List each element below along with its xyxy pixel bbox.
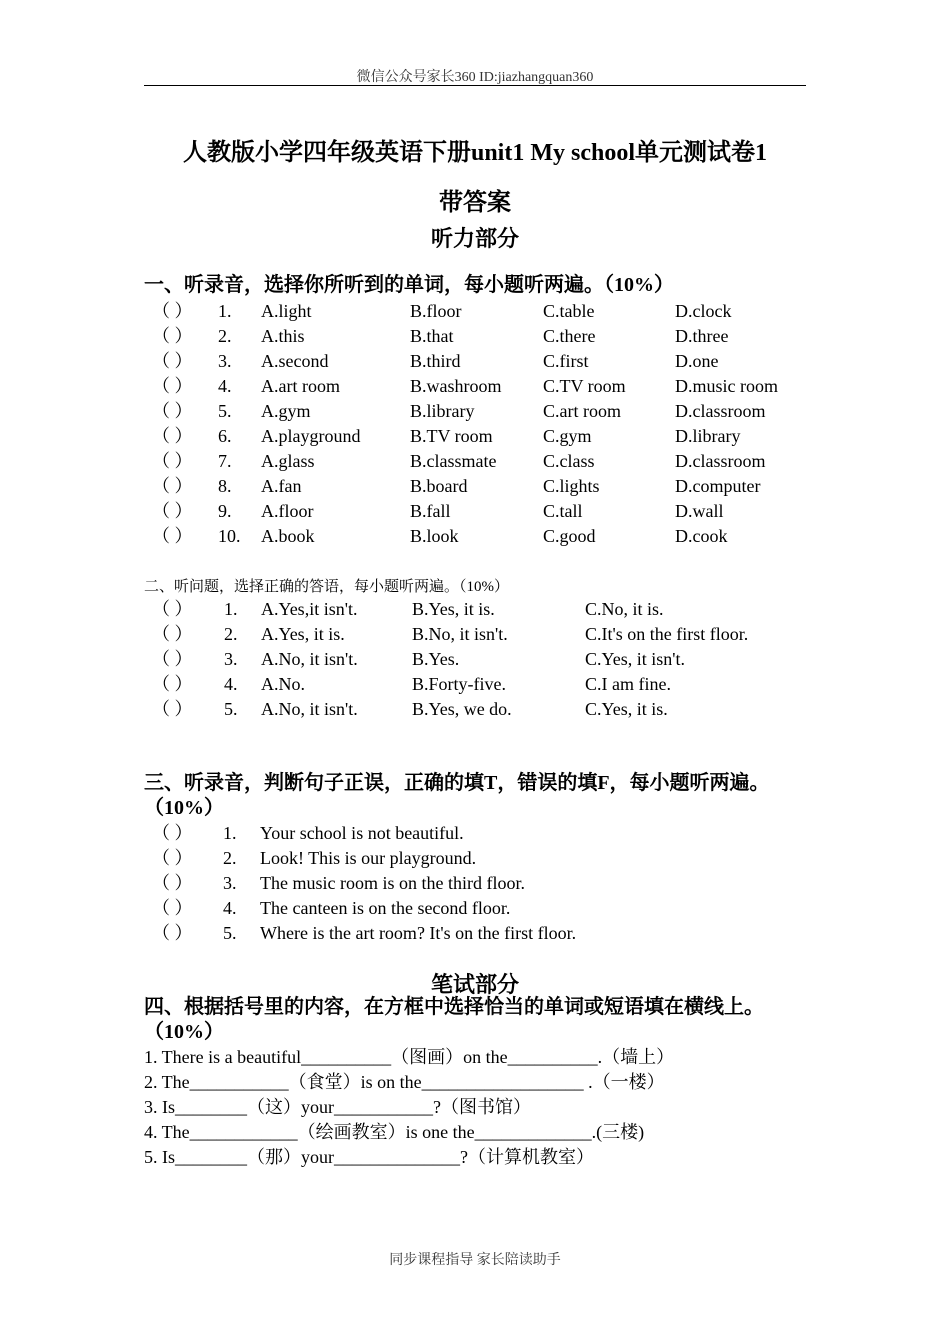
section3-heading-line2: （10%） [144, 797, 224, 819]
fill-in-item: 1. There is a beautiful__________（图画）on the__________.（墙上） [144, 1047, 675, 1067]
option-a: A.book [261, 526, 315, 546]
option-b: B.board [410, 476, 468, 496]
list-item [144, 821, 844, 846]
answer-paren: （ ） [152, 649, 193, 669]
answer-paren: （ ） [152, 599, 193, 619]
answer-paren: （ ） [152, 923, 193, 943]
option-c: C.art room [543, 401, 621, 421]
option-c: C.I am fine. [585, 674, 671, 694]
list-item [144, 324, 844, 349]
list-item [144, 474, 844, 499]
section3-heading [144, 771, 834, 821]
option-c: C.first [543, 351, 589, 371]
section1-list [144, 299, 844, 549]
section3-heading-line1: 三、听录音，判断句子正误，正确的填T，错误的填F，每小题听两遍。 [144, 772, 770, 794]
list-item [144, 896, 844, 921]
option-a: A.this [261, 326, 305, 346]
item-number: 7. [218, 451, 232, 471]
section2-list [144, 597, 844, 722]
answer-paren: （ ） [152, 401, 193, 421]
option-d: D.classroom [675, 401, 766, 421]
option-a: A.second [261, 351, 329, 371]
answer-paren: （ ） [152, 823, 193, 843]
answer-paren: （ ） [152, 451, 193, 471]
listening-part-title: 听力部分 [430, 226, 519, 251]
option-a: A.No, it isn't. [261, 649, 358, 669]
answer-paren: （ ） [152, 873, 193, 893]
list-item [144, 647, 844, 672]
option-a: A.gym [261, 401, 311, 421]
option-c: C.gym [543, 426, 592, 446]
section4-heading-line2: （10%） [144, 1021, 224, 1043]
statement-text: Where is the art room? It's on the first floor. [260, 923, 577, 943]
section1-heading: 一、听录音，选择你所听到的单词，每小题听两遍。（10%） [144, 274, 674, 296]
option-d: D.clock [675, 301, 732, 321]
item-number: 9. [218, 501, 232, 521]
item-number: 4. [218, 376, 232, 396]
answer-paren: （ ） [152, 501, 193, 521]
answer-paren: （ ） [152, 476, 193, 496]
document-subtitle: 带答案 [439, 190, 511, 216]
statement-text: The music room is on the third floor. [260, 873, 525, 893]
item-number: 4. [224, 674, 238, 694]
option-c: C.there [543, 326, 596, 346]
list-item [144, 499, 844, 524]
option-b: B.Yes, it is. [412, 599, 495, 619]
option-b: B.look [410, 526, 459, 546]
statement-text: The canteen is on the second floor. [260, 898, 511, 918]
answer-paren: （ ） [152, 301, 193, 321]
option-a: A.glass [261, 451, 315, 471]
list-item [144, 349, 844, 374]
option-c: C.lights [543, 476, 600, 496]
option-b: B.floor [410, 301, 462, 321]
option-d: D.three [675, 326, 729, 346]
option-d: D.library [675, 426, 741, 446]
option-b: B.third [410, 351, 461, 371]
answer-paren: （ ） [152, 624, 193, 644]
section3-list [144, 821, 844, 946]
answer-paren: （ ） [152, 674, 193, 694]
option-c: C.table [543, 301, 595, 321]
item-number: 3. [224, 649, 238, 669]
list-item [144, 299, 844, 324]
list-item [144, 524, 844, 549]
written-part-title: 笔试部分 [430, 972, 519, 997]
option-b: B.washroom [410, 376, 502, 396]
answer-paren: （ ） [152, 376, 193, 396]
option-b: B.library [410, 401, 475, 421]
page-header: 微信公众号家长360 ID:jiazhangquan360 [356, 70, 594, 85]
list-item [144, 374, 844, 399]
item-number: 6. [218, 426, 232, 446]
option-c: C.Yes, it isn't. [585, 649, 685, 669]
option-d: D.classroom [675, 451, 766, 471]
item-number: 1. [218, 301, 232, 321]
list-item [144, 449, 844, 474]
document-title: 人教版小学四年级英语下册unit1 My school单元测试卷1 [182, 140, 767, 166]
option-c: C.Yes, it is. [585, 699, 668, 719]
fill-in-item: 2. The___________（食堂）is on the__________________ .（一楼） [144, 1072, 665, 1092]
statement-text: Your school is not beautiful. [260, 823, 464, 843]
option-c: C.tall [543, 501, 583, 521]
item-number: 8. [218, 476, 232, 496]
item-number: 5. [218, 401, 232, 421]
option-d: D.music room [675, 376, 778, 396]
list-item [144, 871, 844, 896]
list-item [144, 697, 844, 722]
option-b: B.Yes, we do. [412, 699, 512, 719]
list-item [144, 672, 844, 697]
option-a: A.No, it isn't. [261, 699, 358, 719]
option-c: C.good [543, 526, 596, 546]
list-item [144, 399, 844, 424]
option-c: C.It's on the first floor. [585, 624, 749, 644]
answer-paren: （ ） [152, 898, 193, 918]
page-footer: 同步课程指导 家长陪读助手 [389, 1253, 561, 1268]
option-b: B.that [410, 326, 454, 346]
answer-paren: （ ） [152, 848, 193, 868]
item-number: 4. [223, 898, 237, 918]
item-number: 3. [223, 873, 237, 893]
item-number: 2. [223, 848, 237, 868]
answer-paren: （ ） [152, 426, 193, 446]
header-rule [144, 85, 806, 86]
option-d: D.cook [675, 526, 728, 546]
statement-text: Look! This is our playground. [260, 848, 477, 868]
fill-in-item: 3. Is________（这）your___________?（图书馆） [144, 1097, 531, 1117]
option-b: B.Forty-five. [412, 674, 506, 694]
option-b: B.Yes. [412, 649, 460, 669]
option-a: A.playground [261, 426, 361, 446]
option-a: A.art room [261, 376, 340, 396]
section4-list [144, 1045, 844, 1170]
answer-paren: （ ） [152, 526, 193, 546]
option-b: B.fall [410, 501, 451, 521]
answer-paren: （ ） [152, 351, 193, 371]
list-item [144, 424, 844, 449]
option-a: A.light [261, 301, 312, 321]
fill-in-item: 5. Is________（那）your______________?（计算机教室） [144, 1147, 594, 1167]
item-number: 5. [223, 923, 237, 943]
item-number: 10. [218, 526, 241, 546]
option-c: C.class [543, 451, 595, 471]
item-number: 2. [218, 326, 232, 346]
item-number: 3. [218, 351, 232, 371]
option-a: A.floor [261, 501, 314, 521]
option-d: D.one [675, 351, 719, 371]
option-c: C.No, it is. [585, 599, 664, 619]
option-a: A.Yes,it isn't. [261, 599, 358, 619]
option-c: C.TV room [543, 376, 626, 396]
option-a: A.No. [261, 674, 305, 694]
option-d: D.wall [675, 501, 724, 521]
list-item [144, 597, 844, 622]
option-a: A.fan [261, 476, 302, 496]
answer-paren: （ ） [152, 699, 193, 719]
option-b: B.No, it isn't. [412, 624, 508, 644]
option-d: D.computer [675, 476, 761, 496]
item-number: 5. [224, 699, 238, 719]
item-number: 1. [224, 599, 238, 619]
list-item [144, 921, 844, 946]
option-a: A.Yes, it is. [261, 624, 345, 644]
list-item [144, 846, 844, 871]
section4-heading [144, 995, 834, 1045]
option-b: B.TV room [410, 426, 493, 446]
option-b: B.classmate [410, 451, 497, 471]
section4-heading-line1: 四、根据括号里的内容，在方框中选择恰当的单词或短语填在横线上。 [144, 996, 764, 1018]
answer-paren: （ ） [152, 326, 193, 346]
section2-heading: 二、听问题，选择正确的答语，每小题听两遍。（10%） [144, 579, 509, 595]
list-item [144, 622, 844, 647]
fill-in-item: 4. The____________（绘画教室）is one the_____________.(三楼) [144, 1122, 645, 1142]
item-number: 2. [224, 624, 238, 644]
item-number: 1. [223, 823, 237, 843]
